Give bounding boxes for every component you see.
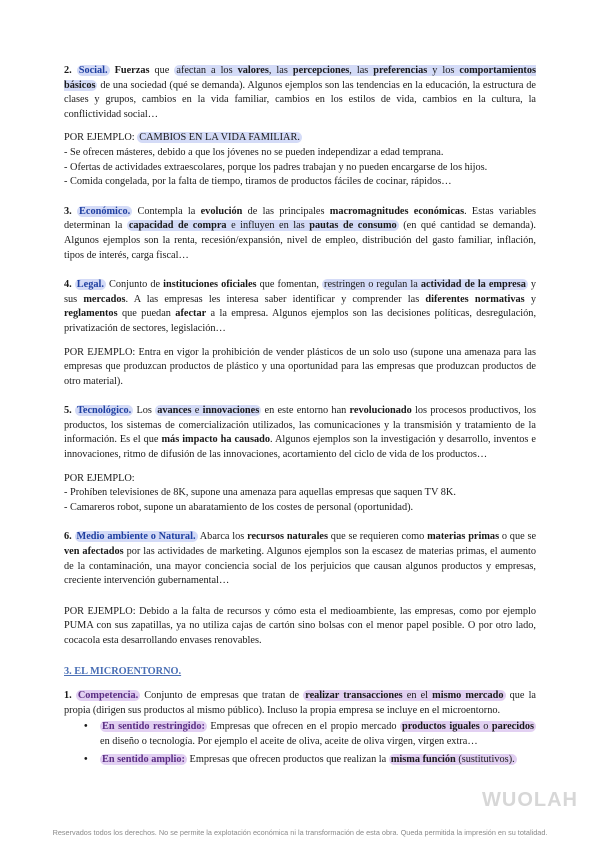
text: materias primas — [427, 531, 500, 543]
text: las — [356, 65, 369, 76]
text: en el — [406, 690, 429, 702]
text: , — [349, 65, 352, 76]
social-number: 2. — [64, 65, 72, 76]
microentorno-heading: 3. EL MICROENTORNO. — [64, 665, 182, 677]
list-item — [64, 720, 536, 749]
text: Empresas que ofrecen en el propio mercado — [210, 721, 397, 733]
competencia-label: Competencia. — [77, 690, 139, 702]
text: POR EJEMPLO: — [64, 132, 135, 144]
social-example-item: - Comida congelada, por la falta de tiempo, tiramos de productos fáciles de cocinar, rápidos… — [64, 176, 452, 188]
medio-paragraph — [64, 530, 536, 588]
text: y los — [432, 65, 455, 76]
text: de las principales — [247, 205, 325, 217]
text: innovaciones — [202, 405, 260, 417]
social-example-item: - Se ofrecen másteres, debido a que los jóvenes no se pueden independizar a edad temprana. — [64, 146, 444, 158]
competencia-list — [64, 720, 536, 767]
text: reglamentos — [64, 308, 118, 320]
text: mercados — [83, 293, 126, 305]
text: los procesos productivos, los productos, los sistemas de comercialización utilizados, las comunicaciones y la transmisión y tratamiento de la información. Es el que — [64, 405, 536, 446]
copyright-footer: Reservados todos los derechos. No se permite la explotación económica ni la transformación de esta obra. Queda permitida la impresión en su totalidad. — [52, 828, 548, 837]
text: que se requieren como — [330, 531, 425, 543]
text: Conjunto de empresas que tratan de — [144, 690, 300, 702]
tecnologico-paragraph — [64, 404, 536, 462]
legal-paragraph — [64, 278, 536, 336]
text: 4. — [64, 279, 72, 291]
social-paragraph — [64, 64, 536, 122]
tecnologico-label: Tecnológico. — [76, 405, 132, 417]
section-competencia — [64, 689, 536, 767]
text: y — [530, 293, 536, 305]
section-legal — [64, 278, 536, 389]
text: 3. — [64, 205, 72, 217]
text: pautas de consumo — [309, 220, 397, 232]
list-item — [64, 753, 536, 768]
text: actividad de la empresa — [420, 279, 526, 291]
text: misma función — [390, 753, 456, 765]
text: afectar — [175, 308, 207, 320]
medio-label: Medio ambiente o Natural. — [76, 531, 196, 543]
section-medio-ambiente — [64, 530, 536, 648]
text: Abarca los — [199, 531, 245, 543]
economico-label: Económico. — [79, 205, 131, 217]
text: (sustitutivos). — [458, 753, 515, 765]
document-page — [64, 64, 536, 770]
text: que fomentan, — [259, 279, 319, 291]
text: que puedan — [121, 308, 171, 320]
medio-example: POR EJEMPLO: Debido a la falta de recursos y cómo esta el medioambiente, las empresas, como por ejemplo PUMA con sus zapatillas, ya no utiliza cajas de cartón sino bolsas con el menor papel posible. O por otro lado, cocacola esta desarrollando envases renovables. — [64, 605, 536, 646]
text: Los — [136, 405, 152, 417]
text: o que se — [501, 531, 537, 543]
social-example-item: - Ofertas de actividades extraescolares, porque los padres trabajan y no pueden encargarse de los hijos. — [64, 161, 488, 173]
text: más impacto ha causado — [161, 434, 270, 446]
text: Empresas que ofrecen productos que realizan la — [189, 753, 387, 765]
tecnologico-example-item: - Camareros robot, supone un abaratamiento de los costes de personal (oportunidad). — [64, 501, 414, 513]
text: por las actividades de marketing. Algunos ejemplos son la escasez de materias primas, el aumento de la contaminación, una mayor conciencia social de los perjuicios que causan algunos productos y empresas, creciente intervención gubernamental… — [64, 546, 536, 587]
text: percepciones — [292, 65, 350, 76]
text: En sentido amplio: — [102, 753, 185, 765]
text: preferencias — [373, 65, 428, 76]
text: Conjunto de — [109, 279, 161, 291]
text: . A las empresas les interesa saber identificar y comprender las — [125, 293, 420, 305]
text: de una sociedad (qué se demanda). Algunos ejemplos son las tendencias en la educación, la estructura de clases y grupos, cambios en la vida familiar, cambios en los estilos de vida, cambios en la cultura, la conflictividad social… — [64, 79, 536, 120]
tecnologico-example-item: - Prohíben televisiones de 8K, supone una amenaza para aquellas empresas que saquen TV 8K. — [64, 487, 456, 499]
text: instituciones oficiales — [163, 279, 257, 291]
text: afectan a los — [176, 65, 233, 76]
text: a la empresa. Algunos ejemplos son las decisiones políticas, desregulación, privatización de sectores, legislación… — [64, 308, 537, 334]
section-tecnologico — [64, 404, 536, 515]
text: en diseño o tecnología. Por ejemplo el aceite de oliva, aceite de oliva virgen, virgen extra… — [100, 735, 478, 747]
text: productos iguales — [402, 721, 480, 733]
text: y sus — [64, 279, 537, 305]
text: CAMBIOS EN LA VIDA FAMILIAR. — [139, 132, 300, 144]
text: que — [154, 65, 170, 76]
text: ven afectados — [64, 546, 124, 558]
section-social — [64, 64, 536, 190]
text: evolución — [200, 205, 243, 217]
text: o — [483, 721, 489, 733]
legal-label: Legal. — [76, 279, 104, 291]
text: . Estas variables determinan la — [64, 205, 537, 232]
section-economico — [64, 205, 536, 263]
text: que la propia (dirigen sus productos al mismo público). Incluso la propia empresa se incluye en el microentorno. — [64, 690, 536, 716]
text: valores — [237, 65, 269, 76]
text: macromagnitudes económicas — [329, 205, 465, 217]
text: Contempla la — [137, 205, 196, 217]
text: e influyen en las — [231, 220, 305, 232]
social-example-title — [64, 131, 536, 146]
text: parecidos — [491, 721, 534, 733]
text: las — [276, 65, 288, 76]
text: recursos naturales — [247, 531, 329, 543]
text: 1. — [64, 690, 72, 702]
text: e — [194, 405, 200, 417]
text: restringen o regulan la — [324, 279, 418, 291]
legal-example: POR EJEMPLO: Entra en vigor la prohibición de vender plásticos de un solo uso (supone una amenaza para las empresas que produzcan productos de plástico y una oportunidad para las empresas que produzcan productos de otro material). — [64, 346, 536, 387]
text: , — [268, 65, 272, 76]
text: 5. — [64, 405, 72, 417]
text: revolucionado — [349, 405, 412, 417]
text: diferentes normativas — [425, 293, 525, 305]
tecnologico-example-title: POR EJEMPLO: — [64, 472, 135, 484]
text: mismo mercado — [432, 690, 504, 702]
text: avances — [157, 405, 192, 417]
text: . Algunos ejemplos son la investigación y desarrollo, inventos e innovaciones, ritmo de difusión de las innovaciones, acortamiento del ciclo de vida de los productos… — [64, 434, 536, 461]
text: 6. — [64, 531, 72, 543]
text: capacidad de compra — [128, 220, 227, 232]
social-fuerzas: Fuerzas — [114, 65, 150, 76]
text: En sentido restringido: — [102, 721, 205, 733]
social-label: Social. — [78, 65, 108, 76]
text: en este entorno han — [264, 405, 347, 417]
text: (en qué cantidad se demanda). Algunos ejemplos son la renta, recesión/expansión, nivel de empleo, distribución del gasto familiar, inflación, tipos de interés, carga fiscal… — [64, 220, 536, 261]
text: realizar transacciones — [305, 690, 403, 702]
competencia-paragraph — [64, 689, 536, 718]
economico-paragraph — [64, 205, 536, 263]
text: comportamientos básicos — [64, 65, 537, 91]
wuolah-logo: WUOLAH — [482, 789, 578, 811]
